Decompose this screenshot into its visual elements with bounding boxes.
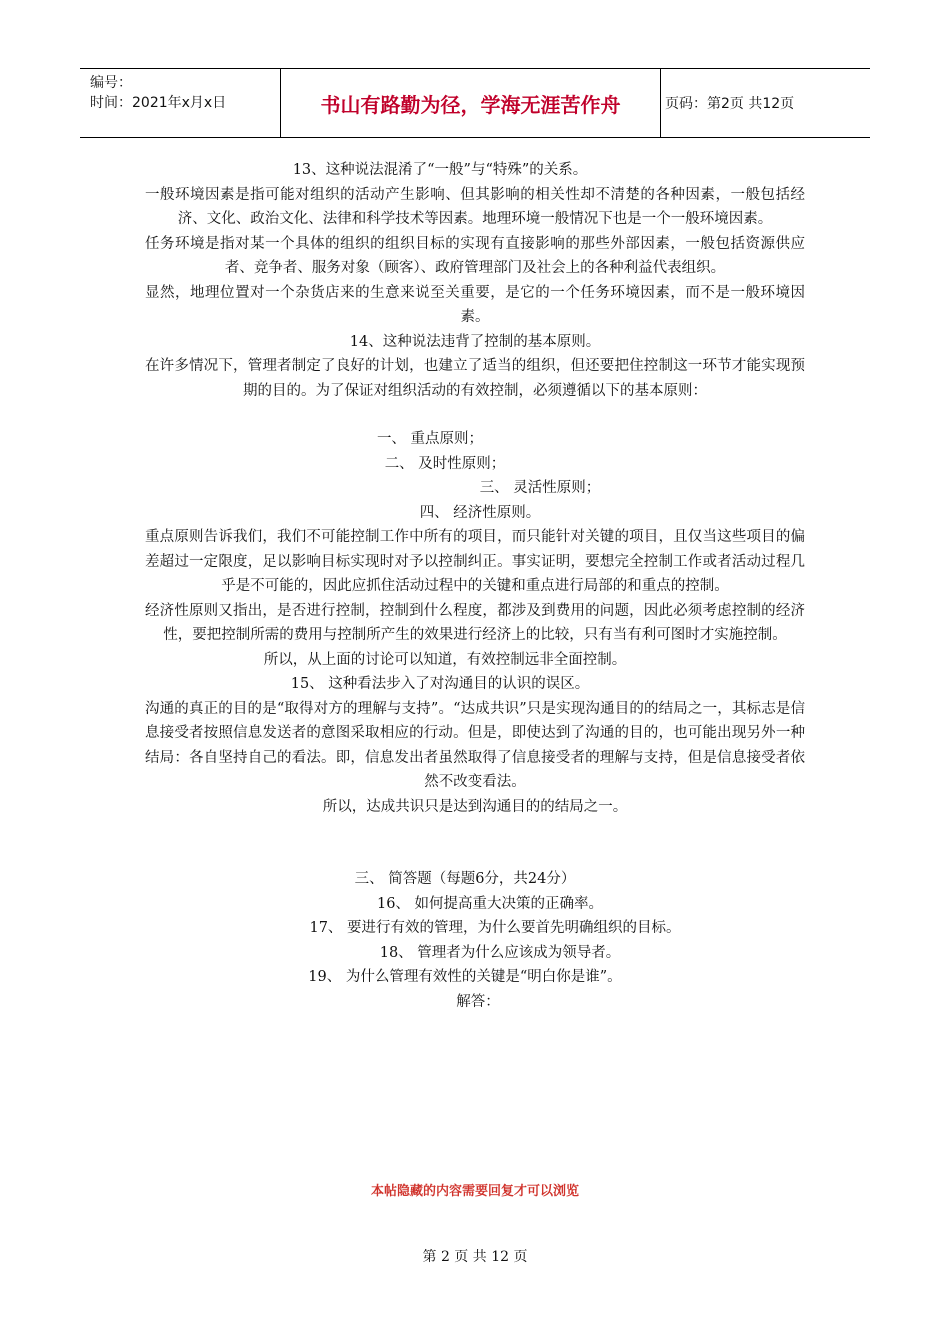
section-heading: 三、 简答题（每题6分，共24分） <box>354 871 576 887</box>
answer-14-heading: 14、这种说法违背了控制的基本原则。 <box>349 333 601 350</box>
paragraph: 所以，达成共识只是达到沟通目的的结局之一。 <box>322 798 628 815</box>
paragraph: 一般环境因素是指可能对组织的活动产生影响、但其影响的相关性却不清楚的各种因素，一般包括经济、文化、政治文化、法律和科学技术等因素。地理环境一般情况下也是一个一般环境因素。 <box>145 186 805 227</box>
paragraph: 所以，从上面的讨论可以知道，有效控制远非全面控制。 <box>263 651 627 668</box>
answer-15-heading: 15、 这种看法步入了对沟通目的认识的误区。 <box>290 676 590 692</box>
question-item: 16、 如何提高重大决策的正确率。 <box>376 895 604 912</box>
principle-item: 四、 经济性原则。 <box>419 504 541 521</box>
principle-item: 三、 灵活性原则； <box>479 480 601 496</box>
paragraph: 在许多情况下，管理者制定了良好的计划，也建立了适当的组织，但还要把住控制这一环节才能实现预期的目的。为了保证对组织活动的有效控制，必须遵循以下的基本原则： <box>145 358 805 399</box>
answer-13-heading: 13、这种说法混淆了“一般”与“特殊”的关系。 <box>292 162 588 178</box>
paragraph: 重点原则告诉我们，我们不可能控制工作中所有的项目，而只能针对关键的项目，且仅当这些项目的偏差超过一定限度，足以影响目标实现时对予以控制纠正。事实证明，要想完全控制工作或者活动过程几乎是不可能的，因此应抓住活动过程中的关键和重点进行局部的和重点的控制。 <box>145 529 805 594</box>
page-footer: 第 2 页 共 12 页 <box>422 1249 528 1265</box>
header-meta <box>80 69 281 137</box>
hidden-content-notice[interactable]: 本帖隐藏的内容需要回复才可以浏览 <box>370 1184 579 1199</box>
question-item: 18、 管理者为什么应该成为领导者。 <box>379 944 621 961</box>
paragraph: 任务环境是指对某一个具体的组织的组织目标的实现有直接影响的那些外部因素，一般包括资源供应者、竞争者、服务对象（顾客）、政府管理部门及社会上的各种利益代表组织。 <box>145 235 805 276</box>
page-header <box>80 68 870 138</box>
principle-item: 一、 重点原则； <box>376 431 484 447</box>
number-label: 编号： <box>90 75 132 91</box>
paragraph: 沟通的真正的目的是“取得对方的理解与支持”。“达成共识”只是实现沟通目的的结局之一，其标志是信息接受者按照信息发送者的意图采取相应的行动。但是，即使达到了沟通的目的，也可能出现另外一种结局：各自坚持自己的看法。即，信息发出者虽然取得了信息接受者的理解与支持，但是信息接受者依然不改变看法。 <box>145 700 805 790</box>
document-body <box>145 158 805 1014</box>
paragraph: 经济性原则又指出，是否进行控制，控制到什么程度，都涉及到费用的问题，因此必须考虑控制的经济性，要把控制所需的费用与控制所产生的效果进行经济上的比较，只有当有利可图时才实施控制。 <box>145 602 805 643</box>
answer-label: 解答： <box>456 993 500 1010</box>
principle-item: 二、 及时性原则； <box>384 455 506 472</box>
paragraph: 显然，地理位置对一个杂货店来的生意来说至关重要，是它的一个任务环境因素，而不是一般环境因素。 <box>145 284 805 325</box>
header-page-info: 页码：第2页 共12页 <box>665 96 795 112</box>
question-item: 19、 为什么管理有效性的关键是“明白你是谁”。 <box>308 969 622 985</box>
question-item: 17、 要进行有效的管理，为什么要首先明确组织的目标。 <box>309 920 681 936</box>
time-label: 时间：2021年x月x日 <box>90 95 227 111</box>
header-motto: 书山有路勤为径，学海无涯苦作舟 <box>281 69 661 137</box>
